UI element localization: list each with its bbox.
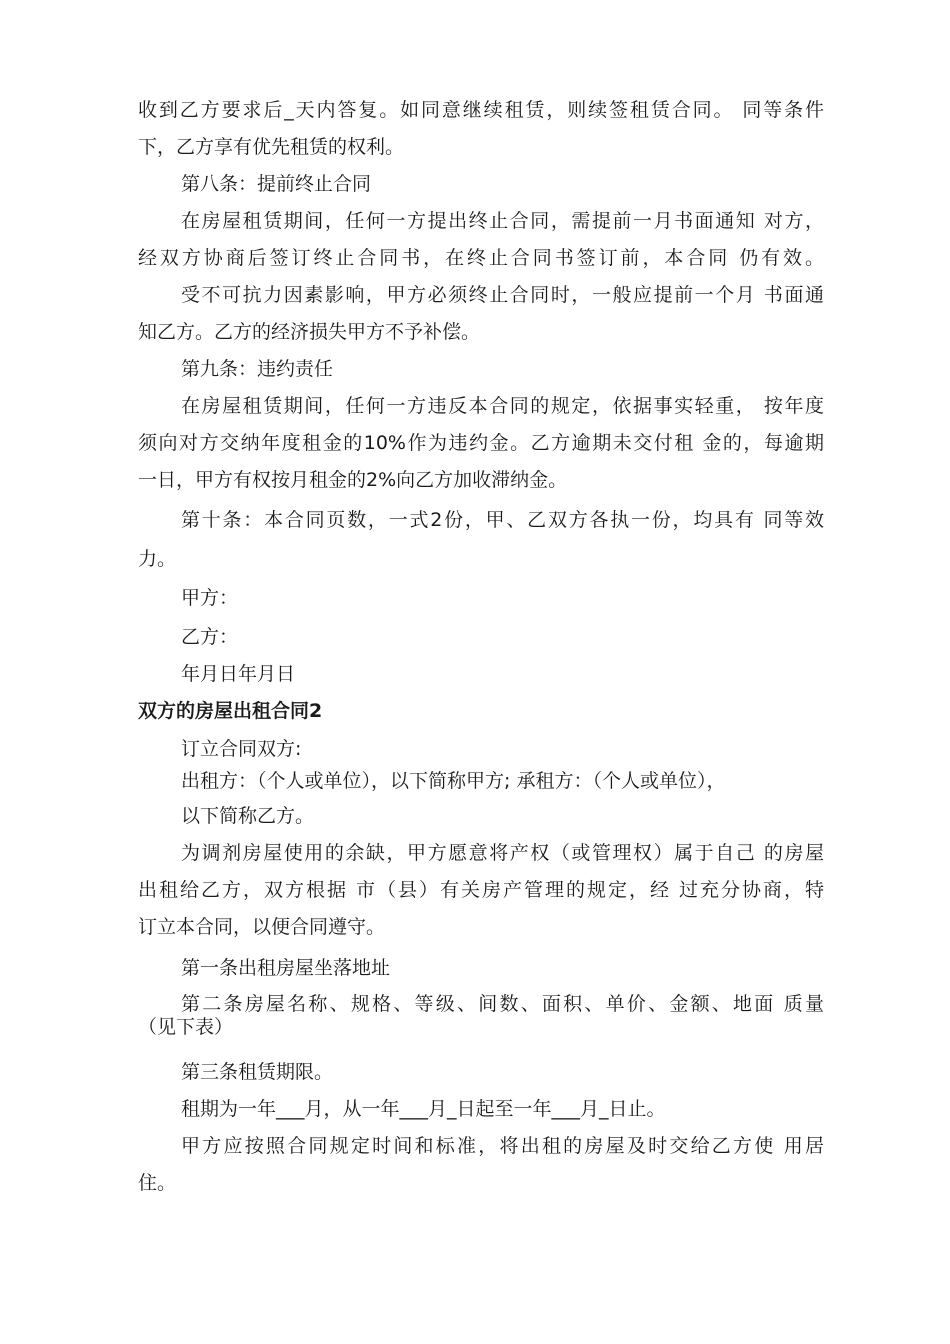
section-heading: 第八条：提前终止合同 — [181, 173, 372, 195]
text-line: 出租方：（个人或单位），以下简称甲方; 承租方：（个人或单位）， — [181, 770, 726, 792]
contract-title: 双方的房屋出租合同2 — [138, 700, 323, 722]
signature-party-a: 甲方： — [181, 587, 239, 609]
text-line: （见下表） — [138, 1016, 234, 1038]
section-heading: 第一条出租房屋坐落地址 — [181, 957, 391, 979]
text-line: 以下简称乙方。 — [181, 805, 315, 827]
text-line: 受不可抗力因素影响，甲方必须终止合同时，一般应提前一个月 书面通 — [181, 284, 824, 306]
text-line: 为调剂房屋使用的余缺，甲方愿意将产权（或管理权）属于自己 的房屋 — [181, 842, 824, 864]
text-line: 力。 — [138, 548, 177, 570]
text-line: 一日，甲方有权按月租金的2%向乙方加收滞纳金。 — [138, 469, 568, 491]
text-line: 甲方应按照合同规定时间和标准，将出租的房屋及时交给乙方使 用居 — [181, 1135, 824, 1157]
text-line: 租期为一年___月，从一年___月_日起至一年___月_日止。 — [181, 1098, 666, 1120]
text-line: 经双方协商后签订终止合同书，在终止合同书签订前，本合同 仍有效。 — [138, 247, 824, 269]
text-line: 第十条：本合同页数，一式2份，甲、乙双方各执一份，均具有 同等效 — [181, 509, 824, 531]
signature-party-b: 乙方： — [181, 626, 239, 648]
text-line: 在房屋租赁期间，任何一方提出终止合同，需提前一月书面通知 对方， — [181, 210, 824, 232]
text-line: 住。 — [138, 1172, 177, 1194]
section-heading: 第九条：违约责任 — [181, 358, 334, 380]
signature-date: 年月日年月日 — [181, 663, 296, 685]
text-line: 在房屋租赁期间，任何一方违反本合同的规定，依据事实轻重， 按年度 — [181, 395, 824, 417]
text-line: 须向对方交纳年度租金的10%作为违约金。乙方逾期未交付租 金的，每逾期 — [138, 432, 824, 454]
text-line: 下，乙方享有优先租赁的权利。 — [138, 136, 405, 158]
section-heading: 第三条租赁期限。 — [181, 1061, 334, 1083]
text-line: 出租给乙方，双方根据 市（县）有关房产管理的规定，经 过充分协商，特 — [138, 879, 824, 901]
text-line: 订立合同双方: — [181, 738, 302, 760]
text-line: 收到乙方要求后_天内答复。如同意继续租赁，则续签租赁合同。 同等条件 — [138, 99, 824, 121]
text-line: 订立本合同，以便合同遵守。 — [138, 916, 386, 938]
text-line: 知乙方。乙方的经济损失甲方不予补偿。 — [138, 321, 481, 343]
text-line: 第二条房屋名称、规格、等级、间数、面积、单价、金额、地面 质量 — [181, 993, 824, 1015]
